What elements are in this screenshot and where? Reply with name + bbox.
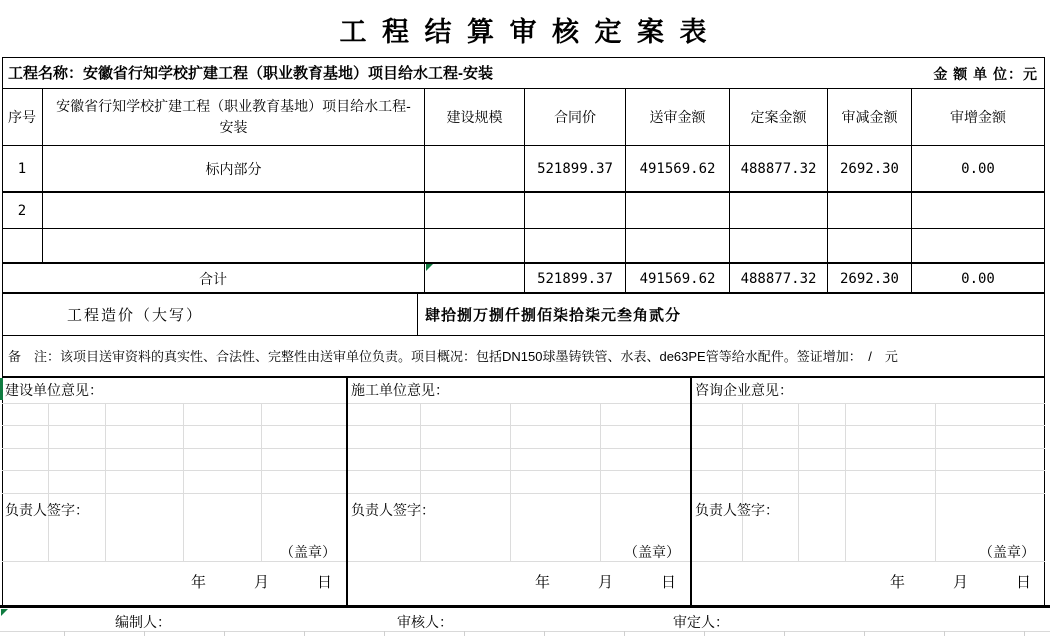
cell-finalized[interactable]: 488877.32 <box>730 146 828 193</box>
total-finalized-cell[interactable]: 488877.32 <box>730 264 828 294</box>
date-year: 年 <box>534 574 550 591</box>
date-year: 年 <box>190 574 206 591</box>
cell-submitted[interactable] <box>626 193 730 229</box>
opinions-section <box>2 377 1045 606</box>
date-month: 月 <box>952 574 968 591</box>
approver-label: 审定人： <box>673 614 729 630</box>
signature-label: 负责人签字： <box>695 502 779 518</box>
signature-label: 负责人签字： <box>351 502 435 518</box>
cell-increased[interactable]: 0.00 <box>912 146 1045 193</box>
cell-error-triangle-icon <box>1 609 8 616</box>
signature-label: 负责人签字： <box>5 502 89 518</box>
amount-in-words-value[interactable]: 肆拾捌万捌仟捌佰柒拾柒元叁角贰分 <box>425 306 682 324</box>
total-increased-cell[interactable]: 0.00 <box>912 264 1045 294</box>
cell-decreased[interactable] <box>828 193 912 229</box>
cell-item-name[interactable] <box>43 229 425 264</box>
date-day: 日 <box>1015 574 1031 591</box>
cell-item-name[interactable] <box>43 193 425 229</box>
opinion-title: 施工单位意见： <box>351 382 449 398</box>
cell-scale[interactable] <box>425 229 525 264</box>
cell-increased[interactable] <box>912 229 1045 264</box>
opinion-title: 咨询企业意见： <box>695 382 793 398</box>
col-header-finalized: 定案金额 <box>730 89 828 146</box>
amount-in-words-label: 工程造价（大写） <box>2 293 418 335</box>
cell-decreased[interactable]: 2692.30 <box>828 146 912 193</box>
col-header-submitted: 送审金额 <box>626 89 730 146</box>
col-header-increased: 审增金额 <box>912 89 1045 146</box>
date-line <box>535 571 676 592</box>
opinion-box-consulting-firm[interactable] <box>692 377 1045 606</box>
date-line <box>890 571 1031 592</box>
thick-rule <box>2 376 1045 378</box>
cell-contract[interactable] <box>525 229 626 264</box>
date-day: 日 <box>316 574 332 591</box>
total-decreased-cell[interactable]: 2692.30 <box>828 264 912 294</box>
opinion-title: 建设单位意见： <box>5 382 103 398</box>
amount-in-words-row <box>2 293 1045 336</box>
thick-rule <box>2 292 1045 294</box>
col-header-scale: 建设规模 <box>425 89 525 146</box>
amount-unit-label: 金 额 单 位：元 <box>933 66 1038 82</box>
preparer-label: 编制人： <box>115 614 171 630</box>
date-line <box>191 571 332 592</box>
col-header-decreased: 审减金额 <box>828 89 912 146</box>
selection-edge-fragment <box>0 378 3 400</box>
cell-increased[interactable] <box>912 193 1045 229</box>
date-month: 月 <box>597 574 613 591</box>
cell-contract[interactable]: 521899.37 <box>525 146 626 193</box>
col-header-contract: 合同价 <box>525 89 626 146</box>
cell-scale[interactable] <box>425 146 525 193</box>
cell-seq[interactable] <box>2 229 43 264</box>
cell-seq[interactable]: 2 <box>2 193 43 229</box>
date-day: 日 <box>660 574 676 591</box>
cell-finalized[interactable] <box>730 229 828 264</box>
bottom-gridline-stubs <box>0 631 1050 636</box>
cell-seq[interactable]: 1 <box>2 146 43 193</box>
reviewer-label: 审核人： <box>397 614 453 630</box>
seal-label: （盖章） <box>624 544 680 560</box>
thick-rule <box>2 191 1045 193</box>
date-month: 月 <box>253 574 269 591</box>
remark-row: 备 注：该项目送审资料的真实性、合法性、完整性由送审单位负责。项目概况：包括DN150球墨铸铁管、水表、de63PE管等给水配件。签证增加： / 元 <box>2 335 1045 377</box>
cell-error-triangle-icon <box>426 264 433 271</box>
cell-contract[interactable] <box>525 193 626 229</box>
thick-rule <box>2 262 1045 264</box>
col-header-project: 安徽省行知学校扩建工程（职业教育基地）项目给水工程-安装 <box>43 89 425 146</box>
total-contract-cell[interactable]: 521899.37 <box>525 264 626 294</box>
opinion-box-contractor-unit[interactable] <box>348 377 692 606</box>
footer-divider-rule <box>0 605 1050 608</box>
date-year: 年 <box>889 574 905 591</box>
col-header-seq: 序号 <box>2 89 43 146</box>
project-name-value: 安徽省行知学校扩建工程（职业教育基地）项目给水工程-安装 <box>83 65 494 82</box>
page-title: 工 程 结 算 审 核 定 案 表 <box>339 17 711 47</box>
total-submitted-cell[interactable]: 491569.62 <box>626 264 730 294</box>
opinion-box-construction-unit[interactable] <box>2 377 348 606</box>
cell-submitted[interactable] <box>626 229 730 264</box>
project-name-label: 工程名称： <box>8 65 84 82</box>
seal-label: （盖章） <box>280 544 336 560</box>
cell-finalized[interactable] <box>730 193 828 229</box>
seal-label: （盖章） <box>979 544 1035 560</box>
cell-scale[interactable] <box>425 193 525 229</box>
total-label-cell[interactable]: 合计 <box>2 264 425 294</box>
cell-submitted[interactable]: 491569.62 <box>626 146 730 193</box>
total-scale-cell[interactable] <box>425 264 525 294</box>
cell-decreased[interactable] <box>828 229 912 264</box>
cell-item-name[interactable]: 标内部分 <box>43 146 425 193</box>
